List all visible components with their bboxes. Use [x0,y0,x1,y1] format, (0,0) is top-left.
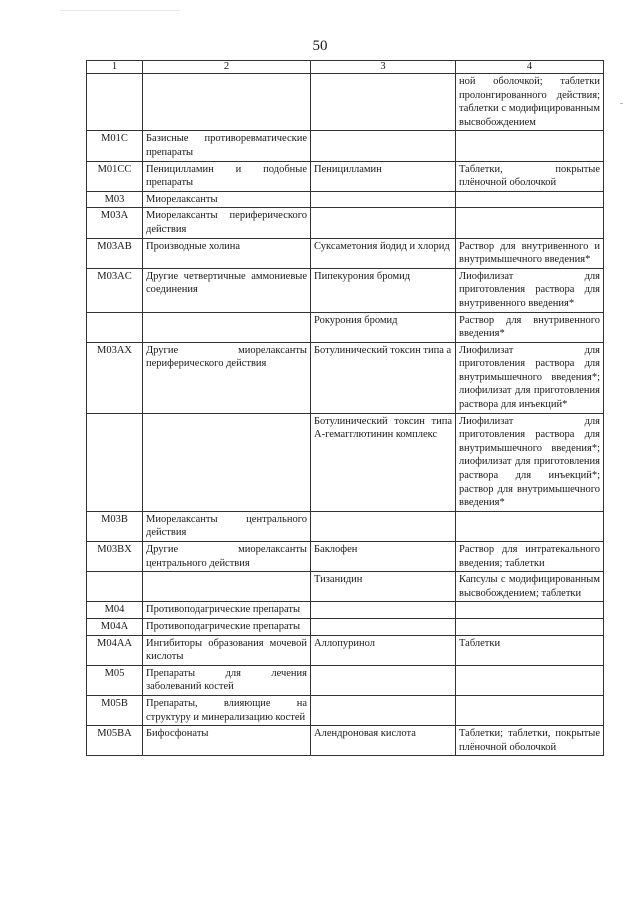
drug-name-cell [311,131,456,161]
page-number: 50 [312,38,328,54]
group-name-cell: Миорелаксанты [143,191,311,208]
table-row [87,618,604,635]
drug-name-cell: Ботулинический токсин типа А-гемагглютинин комплекс [311,413,456,511]
dosage-form-cell [456,131,604,161]
table-row [87,413,604,511]
drug-name-cell [311,74,456,131]
dosage-form-cell: Лиофилизат для приготовления раствора для внутримышечного введения*; лиофилизат для приготовления раствора для инъекций*; раствор для внутримышечного введения* [456,413,604,511]
group-name-cell: Ингибиторы образования мочевой кислоты [143,635,311,665]
atc-code-cell: M03AX [87,342,143,413]
scan-artifact [60,10,180,11]
atc-code-cell: M03AC [87,268,143,312]
atc-code-cell: M03BX [87,542,143,572]
drug-name-cell: Рокурония бромид [311,312,456,342]
table-row [87,602,604,619]
drug-name-cell [311,208,456,238]
atc-code-cell [87,572,143,602]
table-row [87,542,604,572]
column-header: 3 [311,61,456,74]
dosage-form-cell: Раствор для интратекального введения; таблетки [456,542,604,572]
drug-name-cell: Баклофен [311,542,456,572]
drug-name-cell [311,665,456,695]
drug-name-cell: Пипекурония бромид [311,268,456,312]
atc-code-cell: M01C [87,131,143,161]
dosage-form-cell: Таблетки, покрытые плёночной оболочкой [456,161,604,191]
dosage-form-cell: Таблетки; таблетки, покрытые плёночной оболочкой [456,726,604,756]
dosage-form-cell [456,191,604,208]
table-row [87,665,604,695]
drug-classification-table [86,60,604,756]
table-row [87,695,604,725]
dosage-form-cell: Лиофилизат для приготовления раствора для внутримышечного введения*; лиофилизат для приготовления раствора для инъекций* [456,342,604,413]
dosage-form-cell [456,665,604,695]
atc-code-cell: M03 [87,191,143,208]
atc-code-cell: M03B [87,511,143,541]
drug-name-cell: Аллопуринол [311,635,456,665]
drug-name-cell: Тизанидин [311,572,456,602]
atc-code-cell: M03A [87,208,143,238]
dosage-form-cell [456,618,604,635]
atc-code-cell: M04A [87,618,143,635]
drug-name-cell [311,695,456,725]
dosage-form-cell: Лиофилизат для приготовления раствора для внутривенного введения* [456,268,604,312]
table-row [87,511,604,541]
dosage-form-cell [456,602,604,619]
table-row [87,191,604,208]
drug-name-cell [311,511,456,541]
atc-code-cell [87,413,143,511]
drug-name-cell: Ботулинический токсин типа а [311,342,456,413]
atc-code-cell: M05B [87,695,143,725]
group-name-cell: Противоподагрические препараты [143,602,311,619]
atc-code-cell: M05 [87,665,143,695]
column-header: 2 [143,61,311,74]
scan-artifact [620,103,623,104]
table-row [87,726,604,756]
group-name-cell: Базисные противоревматические препараты [143,131,311,161]
atc-code-cell: M04 [87,602,143,619]
dosage-form-cell: Таблетки [456,635,604,665]
dosage-form-cell [456,695,604,725]
group-name-cell: Препараты, влияющие на структуру и минерализацию костей [143,695,311,725]
column-header: 1 [87,61,143,74]
table-row [87,635,604,665]
group-name-cell: Другие четвертичные аммониевые соединения [143,268,311,312]
group-name-cell: Миорелаксанты периферического действия [143,208,311,238]
column-header: 4 [456,61,604,74]
group-name-cell [143,413,311,511]
table-row [87,74,604,131]
group-name-cell: Другие миорелаксанты центрального действия [143,542,311,572]
group-name-cell [143,572,311,602]
dosage-form-cell: ной оболочкой; таблетки пролонгированного действия; таблетки с модифицированным высвобождением [456,74,604,131]
dosage-form-cell [456,208,604,238]
atc-code-cell [87,312,143,342]
table-row [87,268,604,312]
atc-code-cell: M03AB [87,238,143,268]
group-name-cell: Противоподагрические препараты [143,618,311,635]
atc-code-cell: M04AA [87,635,143,665]
group-name-cell: Другие миорелаксанты периферического действия [143,342,311,413]
group-name-cell [143,312,311,342]
table-row [87,208,604,238]
table-row [87,238,604,268]
atc-code-cell: M05BA [87,726,143,756]
drug-name-cell [311,191,456,208]
table-row [87,312,604,342]
group-name-cell: Бифосфонаты [143,726,311,756]
table-row [87,342,604,413]
group-name-cell: Производные холина [143,238,311,268]
dosage-form-cell: Раствор для внутривенного введения* [456,312,604,342]
atc-code-cell [87,74,143,131]
dosage-form-cell: Раствор для внутривенного и внутримышечного введения* [456,238,604,268]
group-name-cell: Миорелаксанты центрального действия [143,511,311,541]
group-name-cell [143,74,311,131]
table-row [87,161,604,191]
drug-name-cell: Суксаметония йодид и хлорид [311,238,456,268]
dosage-form-cell: Капсулы с модифицированным высвобождением; таблетки [456,572,604,602]
table-row [87,572,604,602]
group-name-cell: Препараты для лечения заболеваний костей [143,665,311,695]
table-header-row [87,61,604,74]
table-row [87,131,604,161]
dosage-form-cell [456,511,604,541]
drug-name-cell [311,618,456,635]
atc-code-cell: M01CC [87,161,143,191]
drug-name-cell: Алендроновая кислота [311,726,456,756]
drug-name-cell: Пеницилламин [311,161,456,191]
group-name-cell: Пеницилламин и подобные препараты [143,161,311,191]
drug-name-cell [311,602,456,619]
